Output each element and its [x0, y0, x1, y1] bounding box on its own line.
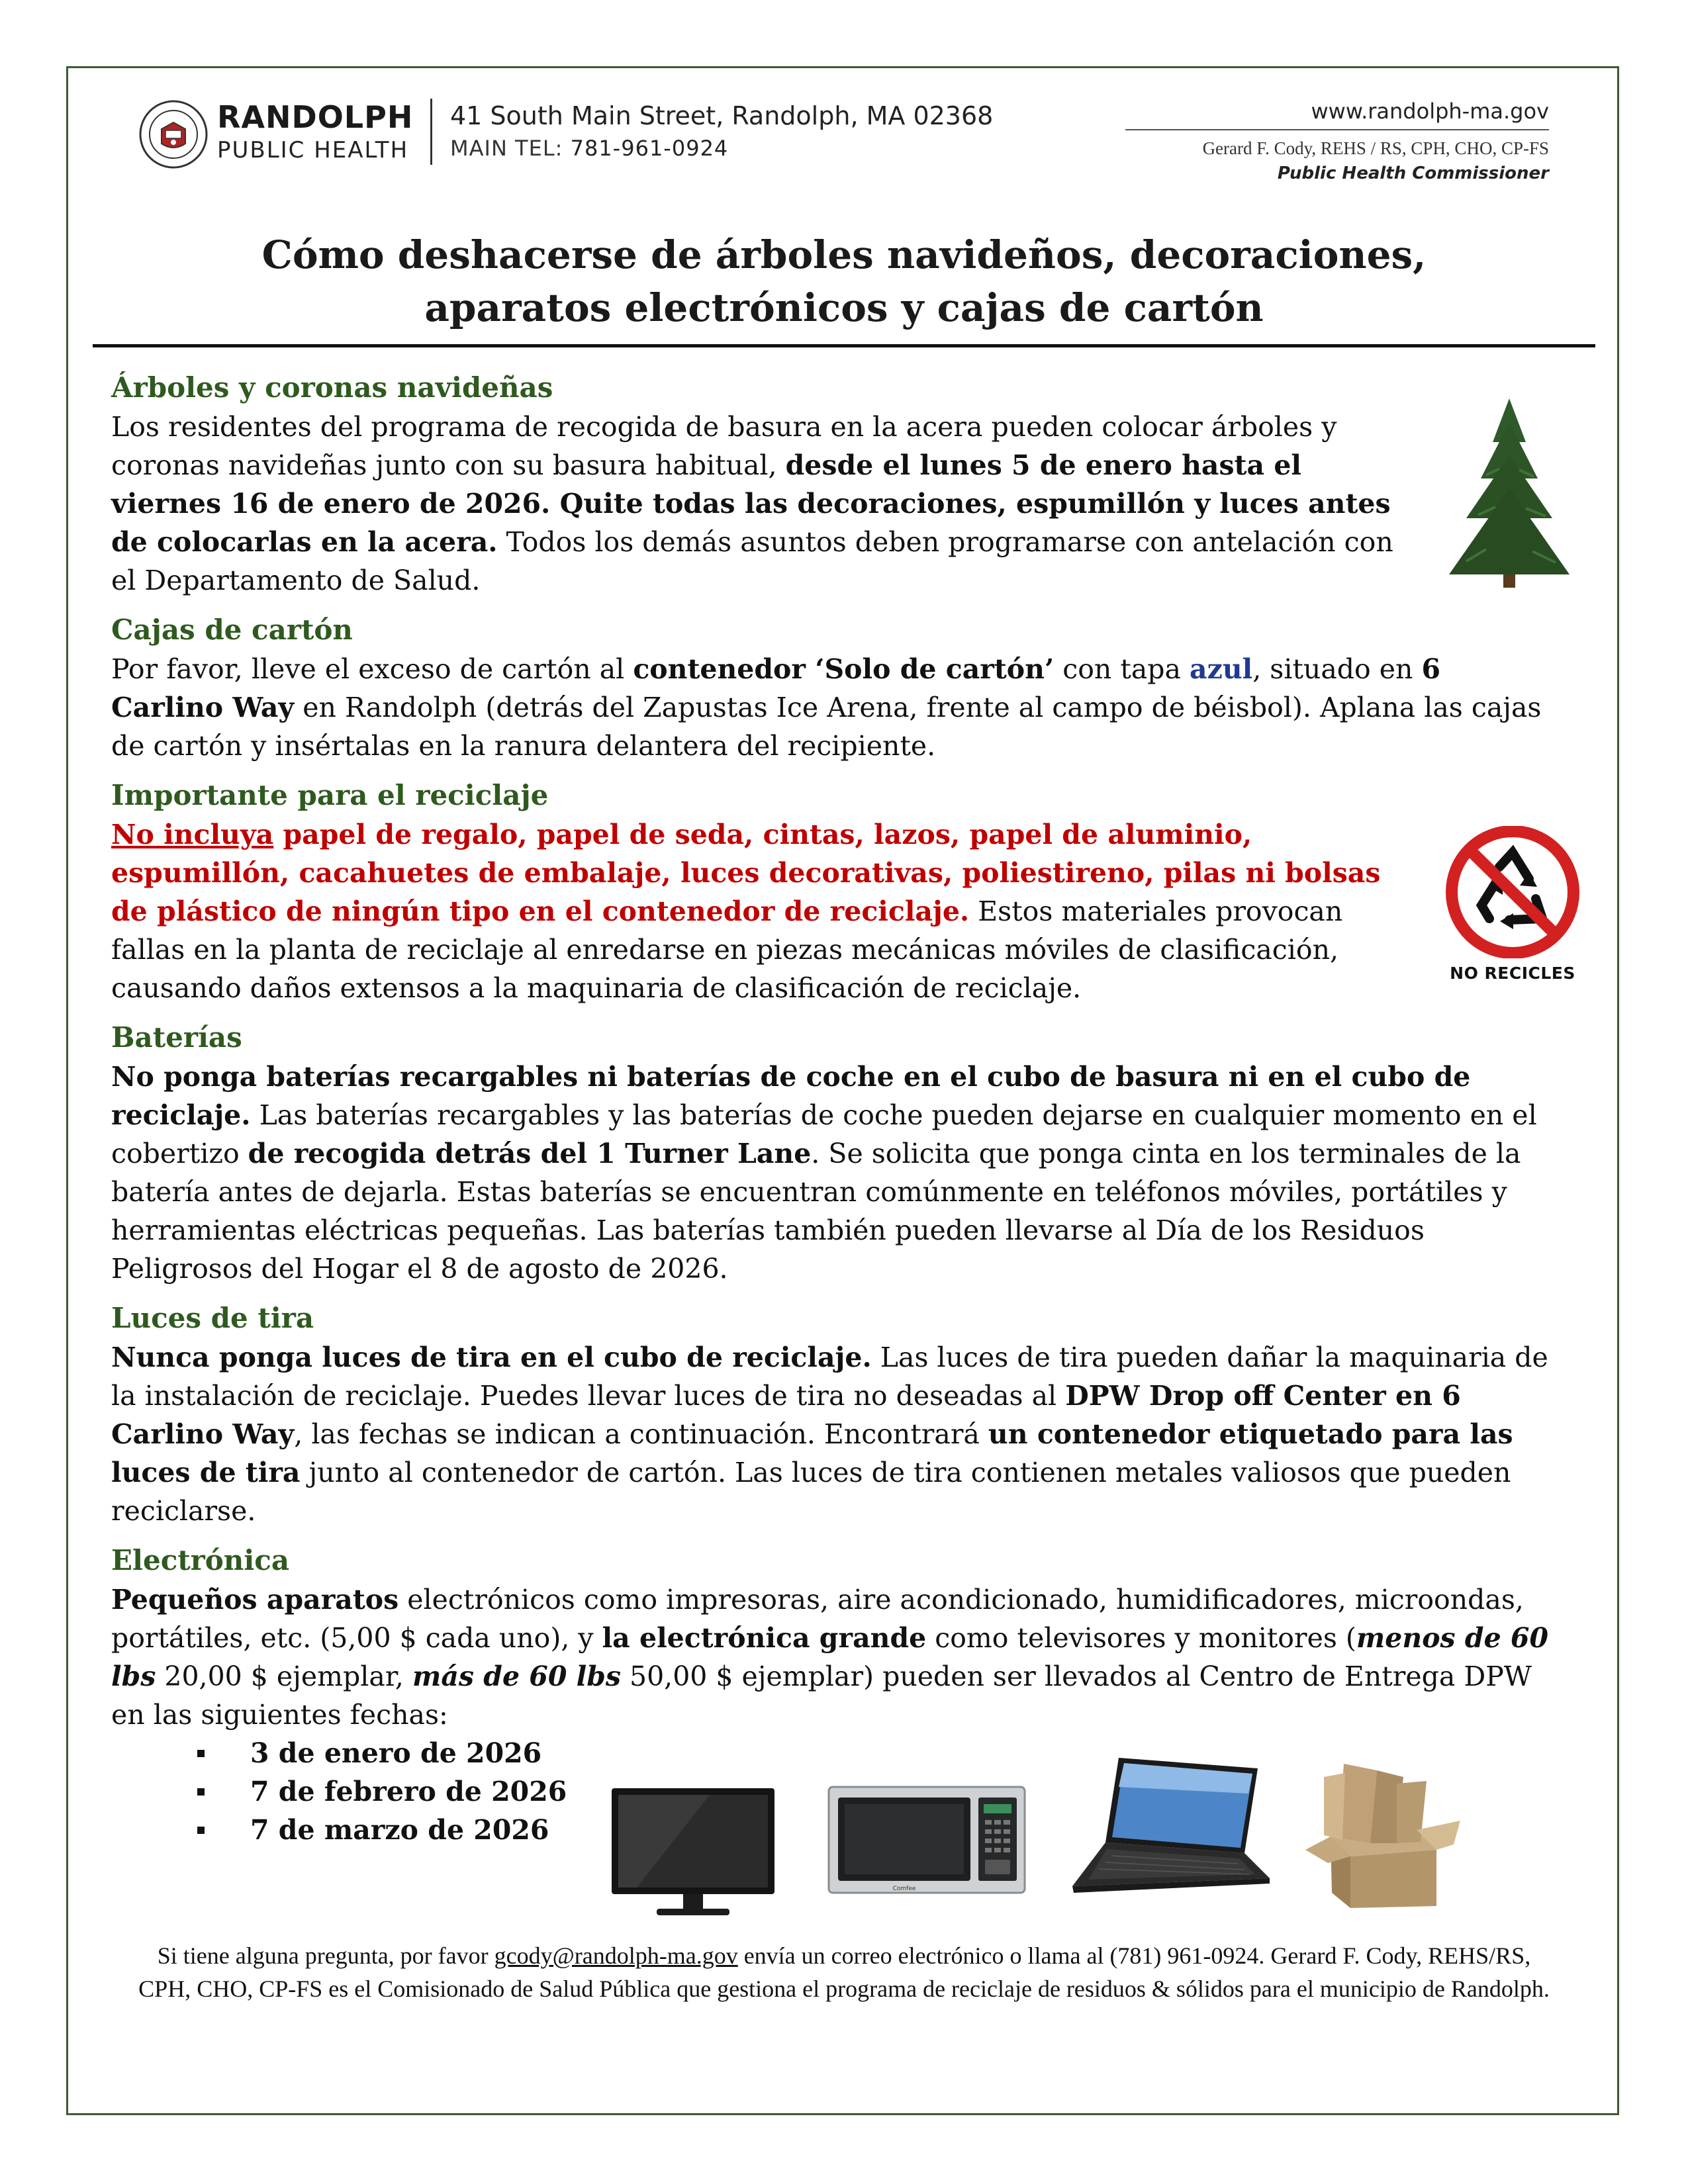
title-rule — [93, 344, 1595, 347]
text: electrónicos como impresoras, aire acondicionado, humidificadores, microondas, portátiles, etc. (5,00 $ cada uno), y — [111, 1584, 1524, 1654]
microwave-brand: Comfee — [892, 1886, 916, 1892]
warning-text: papel de regalo, papel de seda, cintas, lazos, papel de aluminio, espumillón, cacahuetes de embalaje, luces decorativas, poliestireno, pilas ni bolsas de plástico de ningún tipo en el contenedor de reciclaje. — [111, 819, 1381, 927]
blue-text: azul — [1190, 653, 1253, 685]
christmas-tree-icon — [1440, 396, 1579, 591]
bold-text: No ponga baterías recargables ni baterías de coche en el cubo de basura ni en el cubo de reciclaje. — [111, 1061, 1471, 1131]
text: , situado en — [1252, 653, 1422, 685]
section-heading: Importante para el reciclaje — [111, 779, 549, 811]
section-body — [111, 815, 1409, 1007]
section-body — [111, 1058, 1554, 1288]
section-heading: Luces de tira — [111, 1302, 314, 1334]
text: con tapa — [1054, 653, 1190, 685]
no-recycle-icon — [1436, 826, 1589, 958]
bullet-icon — [197, 1788, 205, 1796]
bullet-icon — [197, 1827, 205, 1834]
main-content — [111, 368, 1554, 1860]
section-recycling — [111, 776, 1554, 1007]
microwave-icon — [827, 1786, 1026, 1899]
address-block — [450, 99, 993, 163]
text: Las luces de tira pueden dañar la maquinaria de la instalación de reciclaje. Puedes llevar luces de tira no deseadas al — [111, 1342, 1548, 1412]
commissioner-name: Gerard F. Cody, REHS / RS, CPH, CHO, CP-FS — [1202, 138, 1549, 158]
bold-text: Quite todas las decoraciones, espumillón y luces antes de colocarlas en la acera. — [111, 488, 1391, 558]
section-body — [111, 1580, 1554, 1734]
section-heading: Árboles y coronas navideñas — [111, 371, 553, 404]
section-string-lights — [111, 1298, 1554, 1530]
section-body — [111, 408, 1409, 600]
bold-italic-text: menos de 60 lbs — [111, 1622, 1548, 1692]
cardboard-boxes-icon — [1304, 1757, 1463, 1909]
section-cardboard — [111, 610, 1554, 765]
date-text: 3 de enero de 2026 — [250, 1737, 542, 1769]
bold-text: desde el lunes 5 de enero hasta el viernes 16 de enero de 2026 — [111, 449, 1301, 520]
bold-text: Nunca ponga luces de tira en el cubo de reciclaje. — [111, 1342, 872, 1373]
section-heading: Cajas de cartón — [111, 614, 353, 646]
bold-text: 6 Carlino Way — [111, 653, 1440, 723]
warning-text: No incluya — [111, 819, 274, 850]
header-divider — [430, 99, 432, 165]
bold-text: la electrónica grande — [602, 1622, 927, 1654]
laptop-icon — [1059, 1754, 1271, 1909]
section-body — [111, 1338, 1554, 1530]
title-line-2: aparatos electrónicos y cajas de cartón — [424, 285, 1264, 330]
brand-block — [217, 99, 413, 165]
commissioner-block — [1125, 96, 1549, 186]
text: 50,00 $ ejemplar) pueden ser llevados al Centro de Entrega DPW en las siguientes fechas: — [111, 1661, 1532, 1731]
text: junto al contenedor de cartón. Las luces de tira contienen metales valiosos que pueden reciclarse. — [111, 1457, 1511, 1527]
bold-text: contenedor ‘Solo de cartón’ — [633, 653, 1055, 685]
tel-label: MAIN TEL: — [450, 136, 563, 161]
no-recycle-sign — [1436, 826, 1589, 983]
section-body — [111, 650, 1554, 765]
text: 20,00 $ ejemplar, — [156, 1661, 412, 1692]
text: Todos los demás asuntos deben programarse con antelación con el Departamento de Salud. — [111, 526, 1393, 596]
text: . — [541, 488, 560, 520]
contact-footer — [132, 1939, 1556, 2005]
text: en Randolph (detrás del Zapustas Ice Arena, frente al campo de béisbol). Aplana las cajas de cartón y insértalas en la ranura delantera del recipiente. — [111, 692, 1542, 762]
no-recycle-label: NO RECICLES — [1450, 964, 1575, 983]
bold-text: Pequeños aparatos — [111, 1584, 399, 1615]
bullet-icon — [197, 1750, 205, 1757]
date-text: 7 de marzo de 2026 — [250, 1814, 549, 1846]
street-address: 41 South Main Street, Randolph, MA 02368 — [450, 101, 994, 130]
brand-subtitle: PUBLIC HEALTH — [217, 137, 409, 163]
bold-text: DPW Drop off Center en 6 Carlino Way — [111, 1380, 1461, 1450]
text: . Se solicita que ponga cinta en los terminales de la batería antes de dejarla. Estas baterías se encuentran comúnmente en teléfonos móviles, portátiles y herramientas eléctricas pequeñas. Las baterías también pueden llevarse al Día de los Residuos Peligrosos del Hogar el 8 de agosto de 2026. — [111, 1138, 1521, 1285]
text: Los residentes del programa de recogida de basura en la acera pueden colocar árboles y coronas navideñas junto con su basura habitual, — [111, 411, 1337, 481]
section-heading: Electrónica — [111, 1544, 290, 1576]
tel-number: 781-961-0924 — [570, 136, 729, 161]
text: Estos materiales provocan fallas en la planta de reciclaje al enredarse en piezas mecánicas móviles de clasificación, causando daños extensos a la maquinaria de clasificación de reciclaje. — [111, 895, 1343, 1004]
television-icon — [610, 1787, 776, 1923]
website-link[interactable]: www.randolph-ma.gov — [1311, 99, 1549, 124]
text: Por favor, lleve el exceso de cartón al — [111, 653, 633, 685]
bold-italic-text: más de 60 lbs — [412, 1661, 621, 1692]
email-link[interactable]: gcody@randolph-ma.gov — [494, 1942, 738, 1969]
town-seal-icon — [139, 100, 208, 169]
bold-text: un contenedor etiquetado para las luces de tira — [111, 1418, 1513, 1488]
title-line-1: Cómo deshacerse de árboles navideños, decoraciones, — [261, 232, 1427, 277]
section-batteries — [111, 1018, 1554, 1288]
website-underline — [1125, 129, 1549, 130]
main-telephone — [450, 133, 993, 163]
text: , las fechas se indican a continuación. Encontrará — [294, 1418, 988, 1450]
section-trees — [111, 368, 1554, 600]
letterhead — [139, 96, 1549, 202]
text: envía un correo electrónico o llama al (781) 961-0924. Gerard F. Cody, REHS/RS, CPH, CHO, CP-FS es el Comisionado de Salud Pública que gestiona el programa de reciclaje de residuos & sólidos para el municipio de Randolph. — [138, 1942, 1550, 2002]
text: Si tiene alguna pregunta, por favor — [157, 1942, 494, 1969]
section-heading: Baterías — [111, 1021, 242, 1054]
page-title — [93, 228, 1595, 334]
date-text: 7 de febrero de 2026 — [250, 1776, 567, 1807]
brand-name: RANDOLPH — [217, 99, 414, 135]
text: como televisores y monitores ( — [926, 1622, 1356, 1654]
commissioner-title: Public Health Commissioner — [1277, 163, 1549, 183]
bold-text: de recogida detrás del 1 Turner Lane — [248, 1138, 812, 1169]
text: Las baterías recargables y las baterías de coche pueden dejarse en cualquier momento en el cobertizo — [111, 1099, 1537, 1169]
